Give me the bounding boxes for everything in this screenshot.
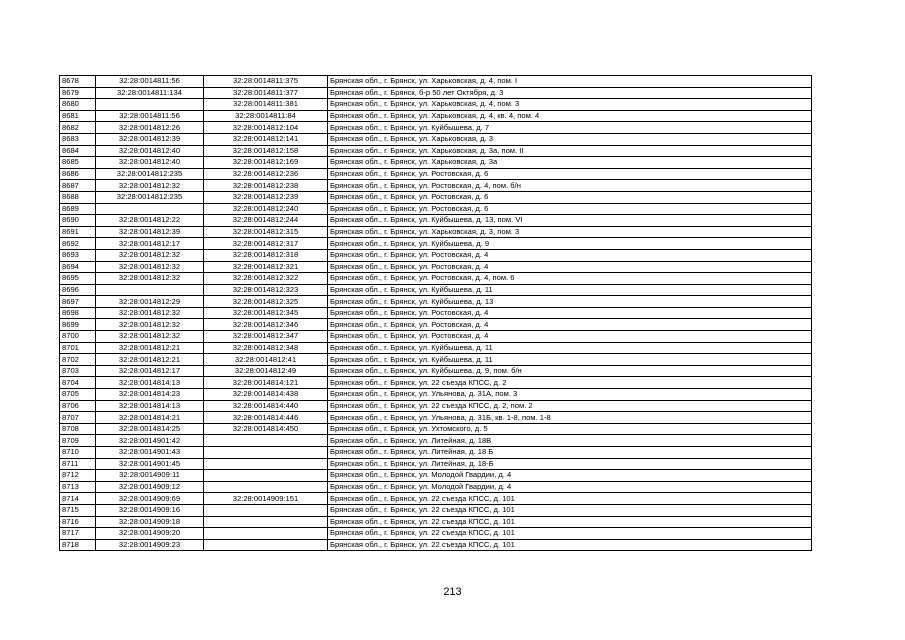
row-number-cell: 8680 [60, 99, 96, 111]
row-number-cell: 8710 [60, 447, 96, 459]
table-row [60, 528, 812, 540]
address-cell: Брянская обл., г. Брянск, ул. Куйбышева, д. 13 [328, 296, 812, 308]
row-number-cell: 8716 [60, 516, 96, 528]
land-cadastral-number-cell: 32:28:0014812:29 [96, 296, 204, 308]
land-cadastral-number-cell: 32:28:0014812:40 [96, 145, 204, 157]
address-cell: Брянская обл., г. Брянск, ул. Литейная, д. 18-Б [328, 458, 812, 470]
table-row [60, 99, 812, 111]
land-cadastral-number-cell [96, 99, 204, 111]
row-number-cell: 8698 [60, 307, 96, 319]
object-cadastral-number-cell: 32:28:0014812:347 [204, 331, 328, 343]
table-row [60, 342, 812, 354]
land-cadastral-number-cell: 32:28:0014901:45 [96, 458, 204, 470]
object-cadastral-number-cell [204, 539, 328, 551]
object-cadastral-number-cell: 32:28:0014812:141 [204, 133, 328, 145]
address-cell: Брянская обл., г. Брянск, ул. Куйбышева, д. 9 [328, 238, 812, 250]
object-cadastral-number-cell: 32:28:0014814:438 [204, 389, 328, 401]
land-cadastral-number-cell: 32:28:0014812:235 [96, 191, 204, 203]
land-cadastral-number-cell: 32:28:0014811:56 [96, 110, 204, 122]
table-row [60, 226, 812, 238]
object-cadastral-number-cell [204, 528, 328, 540]
row-number-cell: 8693 [60, 249, 96, 261]
object-cadastral-number-cell: 32:28:0014812:346 [204, 319, 328, 331]
row-number-cell: 8707 [60, 412, 96, 424]
table-row [60, 145, 812, 157]
land-cadastral-number-cell: 32:28:0014812:39 [96, 226, 204, 238]
table-row [60, 331, 812, 343]
object-cadastral-number-cell: 32:28:0014814:446 [204, 412, 328, 424]
object-cadastral-number-cell [204, 504, 328, 516]
land-cadastral-number-cell: 32:28:0014814:13 [96, 400, 204, 412]
land-cadastral-number-cell: 32:28:0014811:56 [96, 76, 204, 88]
object-cadastral-number-cell: 32:28:0014909:151 [204, 493, 328, 505]
address-cell: Брянская обл., г. Брянск, ул. Харьковская, д. 4, кв. 4, пом. 4 [328, 110, 812, 122]
address-cell: Брянская обл., г. Брянск, ул. Ростовская, д. 6 [328, 191, 812, 203]
address-cell: Брянская обл., г. Брянск, ул. Куйбышева, д. 9, пом. б/н [328, 365, 812, 377]
object-cadastral-number-cell: 32:28:0014812:325 [204, 296, 328, 308]
address-cell: Брянская обл., г. Брянск, ул. Ульянова, д. 31Б, кв. 1-8, пом. 1-8 [328, 412, 812, 424]
land-cadastral-number-cell: 32:28:0014812:235 [96, 168, 204, 180]
row-number-cell: 8717 [60, 528, 96, 540]
object-cadastral-number-cell [204, 481, 328, 493]
address-cell: Брянская обл., г. Брянск, б-р 50 лет Октября, д. 3 [328, 87, 812, 99]
row-number-cell: 8682 [60, 122, 96, 134]
object-cadastral-number-cell: 32:28:0014812:41 [204, 354, 328, 366]
row-number-cell: 8714 [60, 493, 96, 505]
land-cadastral-number-cell: 32:28:0014812:21 [96, 354, 204, 366]
address-cell: Брянская обл., г. Брянск, ул. Ростовская, д. 4 [328, 331, 812, 343]
registry-table-body [60, 76, 812, 551]
address-cell: Брянская обл., г. Брянск, ул. 22 съезда КПСС, д. 101 [328, 493, 812, 505]
object-cadastral-number-cell [204, 470, 328, 482]
land-cadastral-number-cell: 32:28:0014812:32 [96, 331, 204, 343]
object-cadastral-number-cell: 32:28:0014812:49 [204, 365, 328, 377]
object-cadastral-number-cell [204, 458, 328, 470]
address-cell: Брянская обл., г. Брянск, ул. Ухтомского, д. 5 [328, 423, 812, 435]
table-row [60, 273, 812, 285]
object-cadastral-number-cell [204, 435, 328, 447]
table-row [60, 458, 812, 470]
object-cadastral-number-cell: 32:28:0014812:315 [204, 226, 328, 238]
row-number-cell: 8692 [60, 238, 96, 250]
row-number-cell: 8703 [60, 365, 96, 377]
address-cell: Брянская обл., г. Брянск, ул. Куйбышева, д. 11 [328, 354, 812, 366]
address-cell: Брянская обл., г. Брянск, ул. 22 съезда КПСС, д. 101 [328, 528, 812, 540]
table-row [60, 539, 812, 551]
row-number-cell: 8704 [60, 377, 96, 389]
row-number-cell: 8684 [60, 145, 96, 157]
land-cadastral-number-cell: 32:28:0014909:23 [96, 539, 204, 551]
land-cadastral-number-cell: 32:28:0014909:16 [96, 504, 204, 516]
address-cell: Брянская обл., г. Брянск, ул. Харьковская, д. 4, пом. 3 [328, 99, 812, 111]
table-row [60, 284, 812, 296]
address-cell: Брянская обл., г. Брянск, ул. Ростовская, д. 4 [328, 249, 812, 261]
land-cadastral-number-cell: 32:28:0014812:32 [96, 273, 204, 285]
land-cadastral-number-cell: 32:28:0014814:21 [96, 412, 204, 424]
table-row [60, 191, 812, 203]
object-cadastral-number-cell [204, 447, 328, 459]
table-row [60, 470, 812, 482]
address-cell: Брянская обл., г. Брянск, ул. 22 съезда КПСС, д. 101 [328, 516, 812, 528]
row-number-cell: 8687 [60, 180, 96, 192]
table-row [60, 365, 812, 377]
address-cell: Брянская обл., г. Брянск, ул. 22 съезда КПСС, д. 101 [328, 504, 812, 516]
address-cell: Брянская обл., г. Брянск, ул. Ростовская, д. 4, пом. 6 [328, 273, 812, 285]
table-row [60, 435, 812, 447]
row-number-cell: 8681 [60, 110, 96, 122]
table-row [60, 319, 812, 331]
row-number-cell: 8685 [60, 157, 96, 169]
object-cadastral-number-cell: 32:28:0014814:440 [204, 400, 328, 412]
address-cell: Брянская обл., г. Брянск, ул. Куйбышева, д. 7 [328, 122, 812, 134]
table-row [60, 516, 812, 528]
address-cell: Брянская обл., г. Брянск, ул. Ульянова, д. 31А, пом. 3 [328, 389, 812, 401]
object-cadastral-number-cell: 32:28:0014811:377 [204, 87, 328, 99]
table-row [60, 203, 812, 215]
address-cell: Брянская обл., г. Брянск, ул. Ростовская, д. 4 [328, 261, 812, 273]
object-cadastral-number-cell: 32:28:0014811:381 [204, 99, 328, 111]
row-number-cell: 8715 [60, 504, 96, 516]
address-cell: Брянская обл., г. Брянск, ул. Ростовская, д. 4, пом. б/н [328, 180, 812, 192]
object-cadastral-number-cell: 32:28:0014812:345 [204, 307, 328, 319]
address-cell: Брянская обл., г. Брянск, ул. Литейная, д. 18 Б [328, 447, 812, 459]
object-cadastral-number-cell [204, 516, 328, 528]
table-row [60, 307, 812, 319]
object-cadastral-number-cell: 32:28:0014812:317 [204, 238, 328, 250]
land-cadastral-number-cell: 32:28:0014812:32 [96, 180, 204, 192]
land-cadastral-number-cell: 32:28:0014901:43 [96, 447, 204, 459]
address-cell: Брянская обл., г. Брянск, ул. Харьковская, д. 3 [328, 133, 812, 145]
registry-table [59, 75, 812, 551]
row-number-cell: 8679 [60, 87, 96, 99]
table-row [60, 504, 812, 516]
table-row [60, 76, 812, 88]
row-number-cell: 8688 [60, 191, 96, 203]
address-cell: Брянская обл., г. Брянск, ул. Куйбышева, д. 11 [328, 284, 812, 296]
address-cell: Брянская обл., г. Брянск, ул. Ростовская, д. 6 [328, 203, 812, 215]
row-number-cell: 8700 [60, 331, 96, 343]
table-row [60, 87, 812, 99]
page-number: 213 [443, 586, 462, 598]
row-number-cell: 8683 [60, 133, 96, 145]
object-cadastral-number-cell: 32:28:0014811:84 [204, 110, 328, 122]
object-cadastral-number-cell: 32:28:0014812:322 [204, 273, 328, 285]
address-cell: Брянская обл., г. Брянск, ул. 22 съезда КПСС, д. 2 [328, 377, 812, 389]
row-number-cell: 8711 [60, 458, 96, 470]
table-row [60, 249, 812, 261]
object-cadastral-number-cell: 32:28:0014812:244 [204, 215, 328, 227]
row-number-cell: 8709 [60, 435, 96, 447]
row-number-cell: 8690 [60, 215, 96, 227]
object-cadastral-number-cell: 32:28:0014814:450 [204, 423, 328, 435]
land-cadastral-number-cell: 32:28:0014812:32 [96, 249, 204, 261]
address-cell: Брянская обл., г. Брянск, ул. Харьковская, д. 4, пом. I [328, 76, 812, 88]
table-row [60, 377, 812, 389]
object-cadastral-number-cell: 32:28:0014812:318 [204, 249, 328, 261]
row-number-cell: 8691 [60, 226, 96, 238]
row-number-cell: 8718 [60, 539, 96, 551]
object-cadastral-number-cell: 32:28:0014812:348 [204, 342, 328, 354]
table-row [60, 157, 812, 169]
row-number-cell: 8689 [60, 203, 96, 215]
address-cell: Брянская обл., г. Брянск, ул. Куйбышева, д. 11 [328, 342, 812, 354]
land-cadastral-number-cell: 32:28:0014812:40 [96, 157, 204, 169]
address-cell: Брянская обл., г. Брянск, ул. 22 съезда КПСС, д. 2, пом. 2 [328, 400, 812, 412]
row-number-cell: 8678 [60, 76, 96, 88]
object-cadastral-number-cell: 32:28:0014812:239 [204, 191, 328, 203]
land-cadastral-number-cell: 32:28:0014909:20 [96, 528, 204, 540]
object-cadastral-number-cell: 32:28:0014812:321 [204, 261, 328, 273]
row-number-cell: 8695 [60, 273, 96, 285]
table-row [60, 447, 812, 459]
address-cell: Брянская обл., г. Брянск, ул. Харьковская, д. 3, пом. 3 [328, 226, 812, 238]
row-number-cell: 8701 [60, 342, 96, 354]
table-row [60, 423, 812, 435]
row-number-cell: 8702 [60, 354, 96, 366]
land-cadastral-number-cell: 32:28:0014812:17 [96, 238, 204, 250]
address-cell: Брянская обл., г. Брянск, ул. Ростовская, д. 6 [328, 168, 812, 180]
address-cell: Брянская обл., г. Брянск, ул. Молодой Гвардии, д. 4 [328, 481, 812, 493]
row-number-cell: 8696 [60, 284, 96, 296]
table-row [60, 400, 812, 412]
table-row [60, 180, 812, 192]
row-number-cell: 8712 [60, 470, 96, 482]
land-cadastral-number-cell: 32:28:0014812:39 [96, 133, 204, 145]
object-cadastral-number-cell: 32:28:0014812:238 [204, 180, 328, 192]
land-cadastral-number-cell [96, 203, 204, 215]
table-row [60, 168, 812, 180]
table-row [60, 493, 812, 505]
address-cell: Брянская обл., г. Брянск, ул. Литейная, д. 18В [328, 435, 812, 447]
object-cadastral-number-cell: 32:28:0014811:375 [204, 76, 328, 88]
land-cadastral-number-cell: 32:28:0014814:25 [96, 423, 204, 435]
object-cadastral-number-cell: 32:28:0014812:104 [204, 122, 328, 134]
table-row [60, 238, 812, 250]
row-number-cell: 8708 [60, 423, 96, 435]
object-cadastral-number-cell: 32:28:0014814:121 [204, 377, 328, 389]
object-cadastral-number-cell: 32:28:0014812:236 [204, 168, 328, 180]
table-row [60, 133, 812, 145]
row-number-cell: 8697 [60, 296, 96, 308]
object-cadastral-number-cell: 32:28:0014812:323 [204, 284, 328, 296]
land-cadastral-number-cell: 32:28:0014812:17 [96, 365, 204, 377]
table-row [60, 412, 812, 424]
land-cadastral-number-cell: 32:28:0014812:22 [96, 215, 204, 227]
table-row [60, 354, 812, 366]
land-cadastral-number-cell: 32:28:0014812:32 [96, 261, 204, 273]
address-cell: Брянская обл., г. Брянск, ул. Молодой Гвардии, д. 4 [328, 470, 812, 482]
land-cadastral-number-cell: 32:28:0014812:32 [96, 319, 204, 331]
table-row [60, 389, 812, 401]
row-number-cell: 8686 [60, 168, 96, 180]
land-cadastral-number-cell: 32:28:0014909:12 [96, 481, 204, 493]
table-row [60, 110, 812, 122]
table-row [60, 261, 812, 273]
address-cell: Брянская обл., г. Брянск, ул. Куйбышева, д. 13, пом. VI [328, 215, 812, 227]
land-cadastral-number-cell [96, 284, 204, 296]
object-cadastral-number-cell: 32:28:0014812:169 [204, 157, 328, 169]
table-row [60, 481, 812, 493]
address-cell: Брянская обл., г. Брянск, ул. Ростовская, д. 4 [328, 319, 812, 331]
table-row [60, 122, 812, 134]
row-number-cell: 8694 [60, 261, 96, 273]
object-cadastral-number-cell: 32:28:0014812:240 [204, 203, 328, 215]
object-cadastral-number-cell: 32:28:0014812:158 [204, 145, 328, 157]
row-number-cell: 8713 [60, 481, 96, 493]
land-cadastral-number-cell: 32:28:0014811:134 [96, 87, 204, 99]
land-cadastral-number-cell: 32:28:0014812:32 [96, 307, 204, 319]
land-cadastral-number-cell: 32:28:0014814:13 [96, 377, 204, 389]
row-number-cell: 8699 [60, 319, 96, 331]
address-cell: Брянская обл., г. Брянск, ул. Ростовская, д. 4 [328, 307, 812, 319]
table-row [60, 296, 812, 308]
land-cadastral-number-cell: 32:28:0014901:42 [96, 435, 204, 447]
address-cell: Брянская обл., г. Брянск, ул. Харьковская, д. 3а, пом. II [328, 145, 812, 157]
land-cadastral-number-cell: 32:28:0014812:26 [96, 122, 204, 134]
land-cadastral-number-cell: 32:28:0014909:11 [96, 470, 204, 482]
land-cadastral-number-cell: 32:28:0014812:21 [96, 342, 204, 354]
table-row [60, 215, 812, 227]
land-cadastral-number-cell: 32:28:0014909:69 [96, 493, 204, 505]
land-cadastral-number-cell: 32:28:0014814:23 [96, 389, 204, 401]
address-cell: Брянская обл., г. Брянск, ул. Харьковская, д. 3а [328, 157, 812, 169]
land-cadastral-number-cell: 32:28:0014909:18 [96, 516, 204, 528]
row-number-cell: 8706 [60, 400, 96, 412]
address-cell: Брянская обл., г. Брянск, ул. 22 съезда КПСС, д. 101 [328, 539, 812, 551]
row-number-cell: 8705 [60, 389, 96, 401]
